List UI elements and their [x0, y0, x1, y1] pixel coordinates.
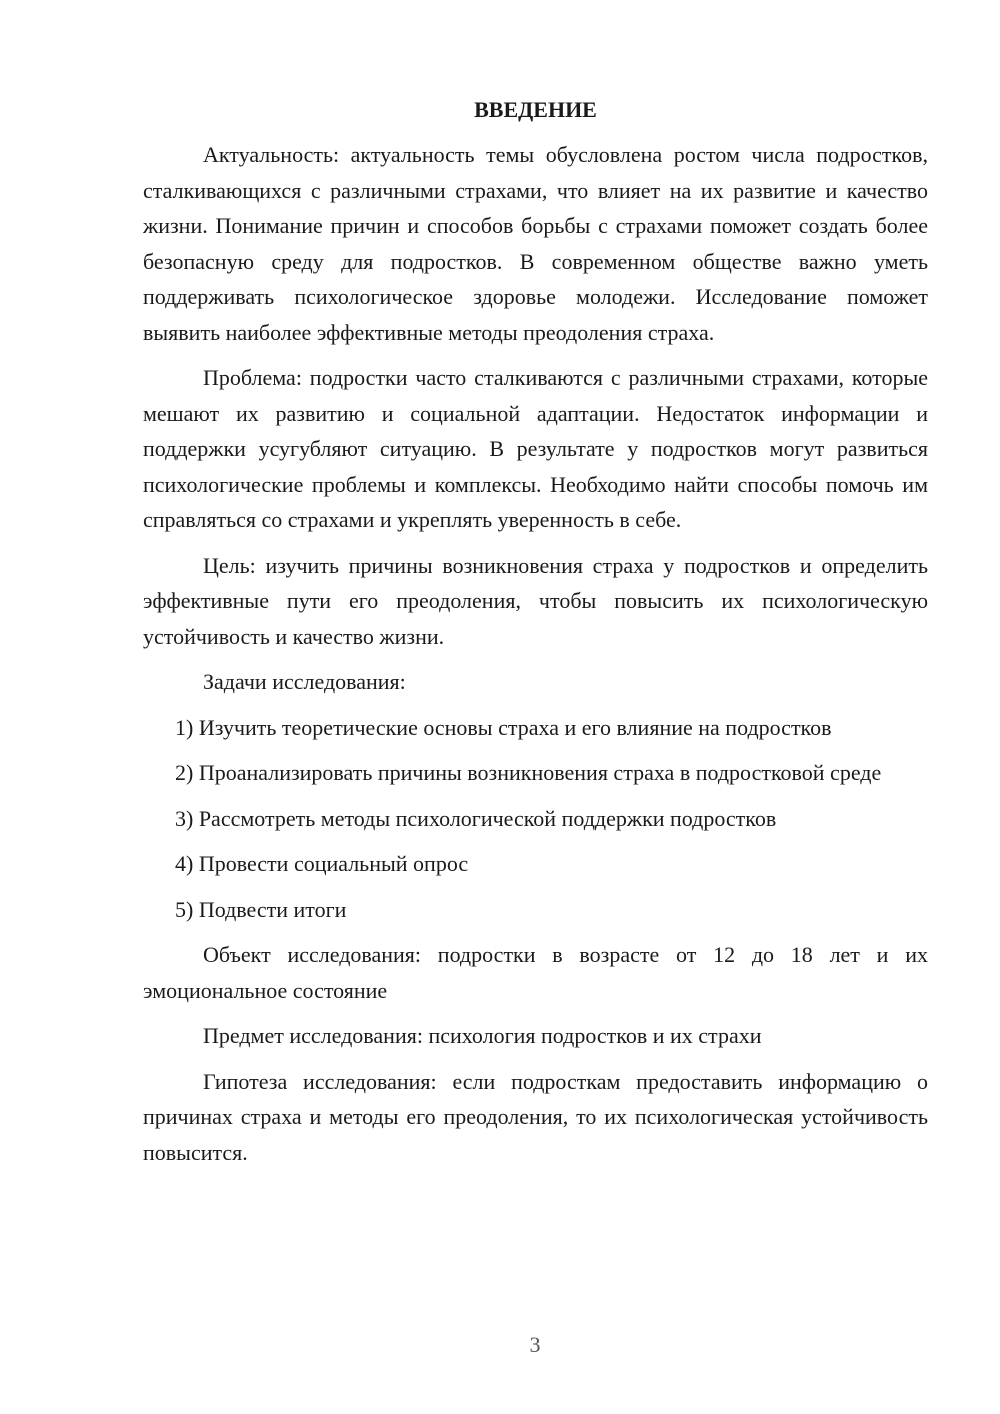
list-item: 1) Изучить теоретические основы страха и его влияние на подростков	[175, 714, 832, 740]
list-item: 3) Рассмотреть методы психологической поддержки подростков	[175, 805, 777, 831]
document-page	[143, 92, 928, 1180]
paragraph-hypothesis: Гипотеза исследования: если подросткам предоставить информацию о причинах страха и методы его преодоления, то их психологическая устойчивость повысится.	[143, 1068, 928, 1165]
tasks-heading: Задачи исследования:	[203, 669, 406, 694]
tasks-list	[143, 710, 928, 928]
paragraph-problem: Проблема: подростки часто сталкиваются с различными страхами, которые мешают их развитию и социальной адаптации. Недостаток информации и поддержки усугубляют ситуацию. В результате у подростков могут развиться психологические проблемы и комплексы. Необходимо найти способы помочь им справляться со страхами и укреплять уверенность в себе.	[143, 365, 928, 532]
paragraph-goal: Цель: изучить причины возникновения страха у подростков и определить эффективные пути его преодоления, чтобы повысить их психологическую устойчивость и качество жизни.	[143, 552, 928, 649]
paragraph-subject: Предмет исследования: психология подростков и их страхи	[203, 1023, 762, 1048]
paragraph-object: Объект исследования: подростки в возрасте от 12 до 18 лет и их эмоциональное состояние	[143, 942, 928, 1003]
paragraph-relevance: Актуальность: актуальность темы обусловлена ростом числа подростков, сталкивающихся с различными страхами, что влияет на их развитие и качество жизни. Понимание причин и способов борьбы с страхами поможет создать более безопасную среду для подростков. В современном обществе важно уметь поддерживать психологическое здоровье молодежи. Исследование поможет выявить наиболее эффективные методы преодоления страха.	[143, 142, 928, 345]
page-number: 3	[529, 1332, 541, 1357]
list-item: 5) Подвести итоги	[175, 896, 347, 922]
page-title: ВВЕДЕНИЕ	[474, 97, 597, 122]
list-item: 2) Проанализировать причины возникновения страха в подростковой среде	[175, 760, 882, 785]
list-item: 4) Провести социальный опрос	[175, 851, 469, 876]
